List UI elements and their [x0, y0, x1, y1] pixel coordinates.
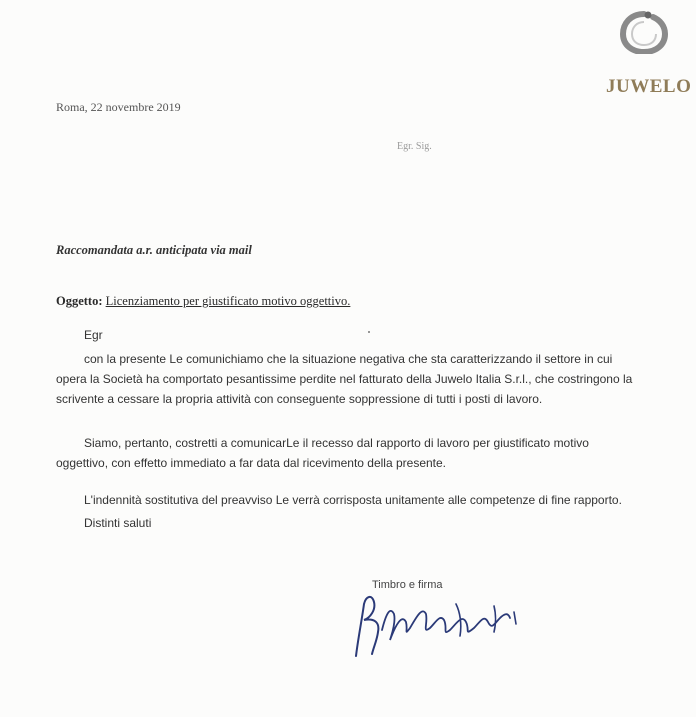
paragraph-1-first-line: con la presente Le comunichiamo che la situazione negativa che sta caratterizzando il settore in cui: [84, 352, 613, 366]
subject-label: Oggetto:: [56, 294, 103, 308]
juwelo-ring-logo-icon: [620, 10, 668, 54]
delivery-note: Raccomandata a.r. anticipata via mail: [56, 243, 252, 257]
juwelo-logo: [598, 10, 692, 100]
salutation: Egr: [84, 328, 103, 342]
paragraph-2-first-line: Siamo, pertanto, costretti a comunicarLe il recesso dal rapporto di lavoro per giustificato motivo: [84, 436, 589, 450]
closing: Distinti saluti: [84, 516, 152, 530]
brand-name: JUWELO: [606, 76, 692, 97]
subject-text: Licenziamento per giustificato motivo oggettivo.: [105, 294, 351, 308]
subject-line: [56, 294, 350, 309]
stamp-label: Timbro e firma: [372, 579, 443, 591]
paragraph-1-rest: opera la Società ha comportato pesantissime perdite nel fatturato della Juwelo Italia S.r.l., che costringono la scrivente a cessare la propria attività con conseguente soppressione di tutti i posti di lavoro.: [56, 372, 633, 406]
paragraph-3: L'indennità sostitutiva del preavviso Le verrà corrisposta unitamente alle competenze di fine rapporto.: [84, 493, 622, 507]
redaction-dot: [368, 331, 370, 333]
addressee-label: Egr. Sig.: [397, 141, 432, 152]
paragraph-2-rest: oggettivo, con effetto immediato a far data dal ricevimento della presente.: [56, 456, 447, 470]
handwritten-signature: [344, 584, 534, 664]
letter-date: Roma, 22 novembre 2019: [56, 100, 181, 114]
